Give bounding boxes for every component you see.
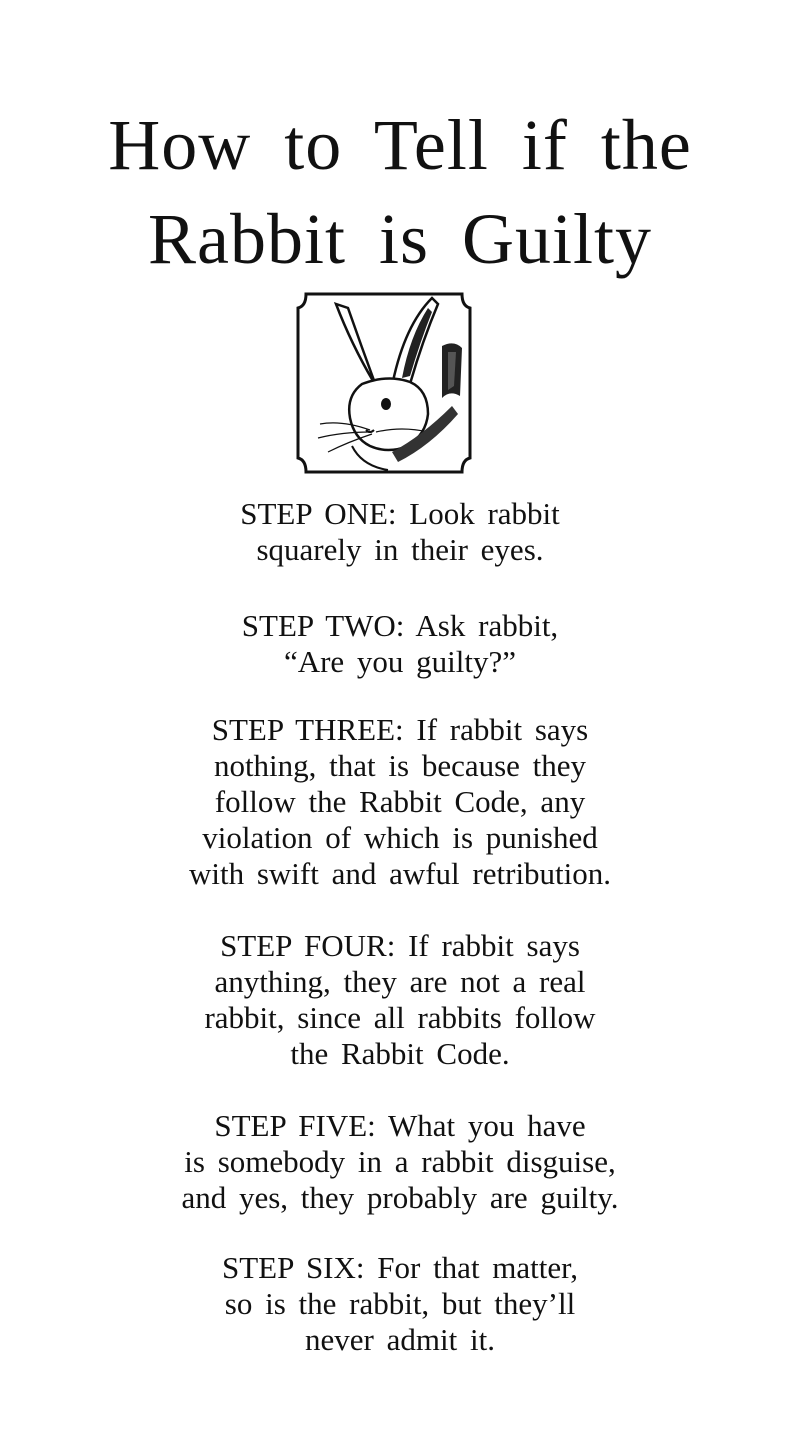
step-line: “Are you guilty?”: [283, 644, 517, 679]
step-five: [0, 1108, 800, 1216]
step-line: the Rabbit Code.: [290, 1036, 510, 1071]
step-line: never admit it.: [305, 1322, 495, 1357]
step-line: STEP ONE: Look rabbit: [240, 496, 560, 531]
title-line-1: How to Tell if the: [108, 105, 692, 185]
step-line: follow the Rabbit Code, any: [214, 784, 586, 819]
step-six: [0, 1250, 800, 1358]
step-line: STEP FIVE: What you have: [214, 1108, 586, 1143]
step-two: [0, 608, 800, 680]
page-title: [0, 98, 800, 286]
step-line: STEP THREE: If rabbit says: [211, 712, 589, 747]
step-three: [0, 712, 800, 892]
step-line: STEP FOUR: If rabbit says: [220, 928, 580, 963]
step-line: squarely in their eyes.: [256, 532, 544, 567]
step-one: [0, 496, 800, 568]
step-line: STEP SIX: For that matter,: [221, 1250, 578, 1285]
step-line: is somebody in a rabbit disguise,: [184, 1144, 616, 1179]
rabbit-portrait-icon: [292, 286, 476, 480]
step-line: rabbit, since all rabbits follow: [204, 1000, 596, 1035]
step-line: so is the rabbit, but they’ll: [224, 1286, 576, 1321]
step-line: nothing, that is because they: [213, 748, 587, 783]
step-line: violation of which is punished: [202, 820, 598, 855]
title-line-2: Rabbit is Guilty: [147, 199, 653, 279]
step-line: anything, they are not a real: [214, 964, 586, 999]
step-four: [0, 928, 800, 1072]
step-line: STEP TWO: Ask rabbit,: [241, 608, 559, 643]
step-line: with swift and awful retribution.: [188, 856, 612, 891]
step-line: and yes, they probably are guilty.: [181, 1180, 619, 1215]
